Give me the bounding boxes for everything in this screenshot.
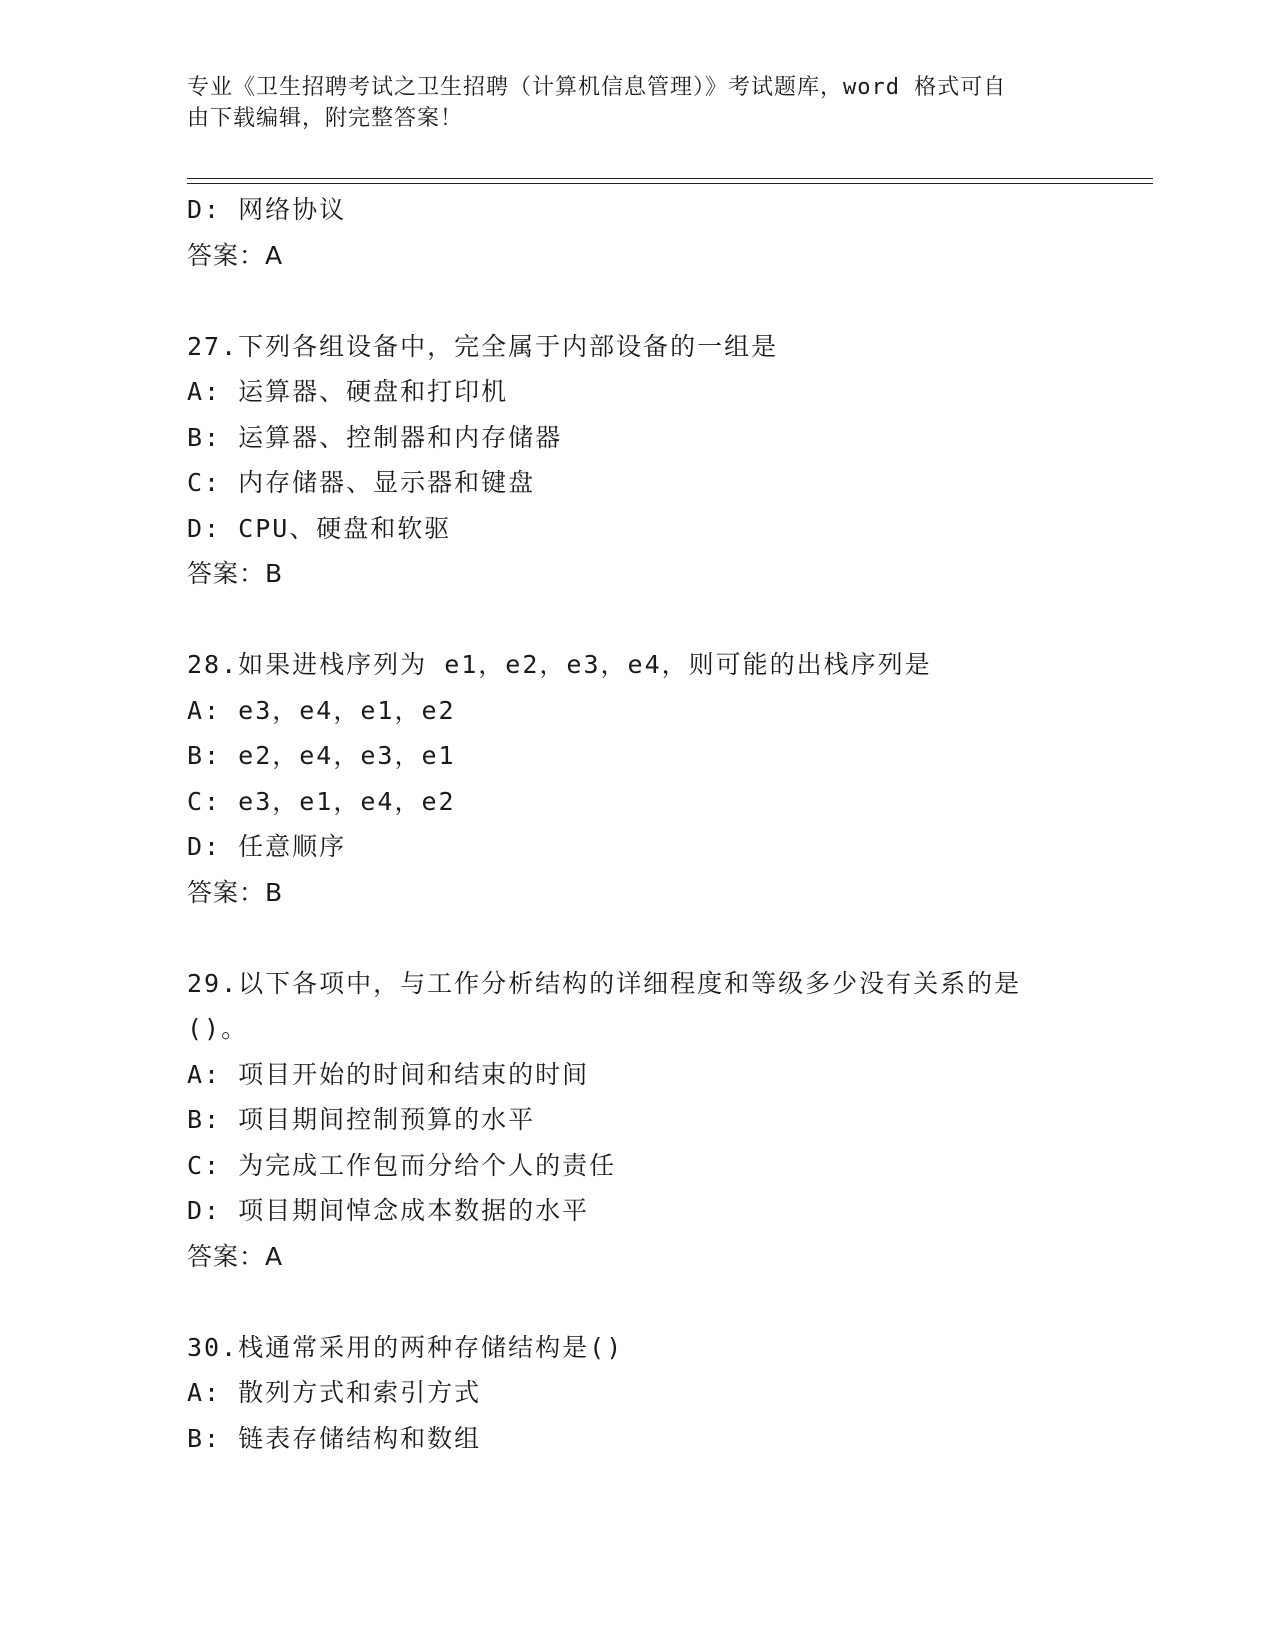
- option-d: D: 任意顺序: [187, 832, 347, 861]
- spacer: [187, 915, 1087, 961]
- answer: 答案：A: [187, 1241, 284, 1271]
- option-d: D: 网络协议: [187, 195, 347, 224]
- option-a: A: 项目开始的时间和结束的时间: [187, 1059, 590, 1089]
- question-text: 30.栈通常采用的两种存储结构是(): [187, 1332, 624, 1362]
- option-d: D: CPU、硬盘和软驱: [187, 513, 452, 543]
- question-27: [187, 324, 1087, 597]
- question-29: [187, 961, 1087, 1280]
- question-text: 27.下列各组设备中，完全属于内部设备的一组是: [187, 331, 779, 361]
- question-text-line-1: 29.以下各项中，与工作分析结构的详细程度和等级多少没有关系的是: [187, 968, 1022, 998]
- document-header: [187, 72, 1087, 134]
- spacer: [187, 597, 1087, 643]
- option-b: B: 项目期间控制预算的水平: [187, 1105, 536, 1134]
- answer: 答案：B: [187, 559, 284, 588]
- option-b: B: e2，e4，e3，e1: [187, 741, 456, 770]
- option-a: A: 运算器、硬盘和打印机: [187, 377, 509, 406]
- header-line-1: 专业《卫生招聘考试之卫生招聘（计算机信息管理）》考试题库，word 格式可自: [187, 75, 1007, 100]
- option-c: C: 为完成工作包而分给个人的责任: [187, 1150, 617, 1180]
- answer: 答案：B: [187, 877, 284, 907]
- spacer: [187, 278, 1087, 324]
- option-a: A: e3，e4，e1，e2: [187, 695, 456, 725]
- option-b: B: 运算器、控制器和内存储器: [187, 422, 563, 452]
- option-b: B: 链表存储结构和数组: [187, 1423, 482, 1453]
- question-content: [187, 187, 1087, 1461]
- option-d: D: 项目期间悼念成本数据的水平: [187, 1196, 590, 1225]
- option-c: C: e3，e1，e4，e2: [187, 786, 456, 816]
- header-rule-top: [187, 178, 1153, 179]
- answer: 答案：A: [187, 240, 284, 270]
- option-c: C: 内存储器、显示器和键盘: [187, 468, 536, 497]
- spacer: [187, 1279, 1087, 1325]
- question-text-line-2: ()。: [187, 1014, 249, 1043]
- question-30: [187, 1325, 1087, 1462]
- question-text: 28.如果进栈序列为 e1，e2，e3，e4，则可能的出栈序列是: [187, 650, 932, 679]
- header-line-2: 由下载编辑，附完整答案！: [187, 106, 464, 131]
- option-a: A: 散列方式和索引方式: [187, 1378, 482, 1407]
- header-rule-bottom: [187, 183, 1153, 184]
- question-28: [187, 642, 1087, 915]
